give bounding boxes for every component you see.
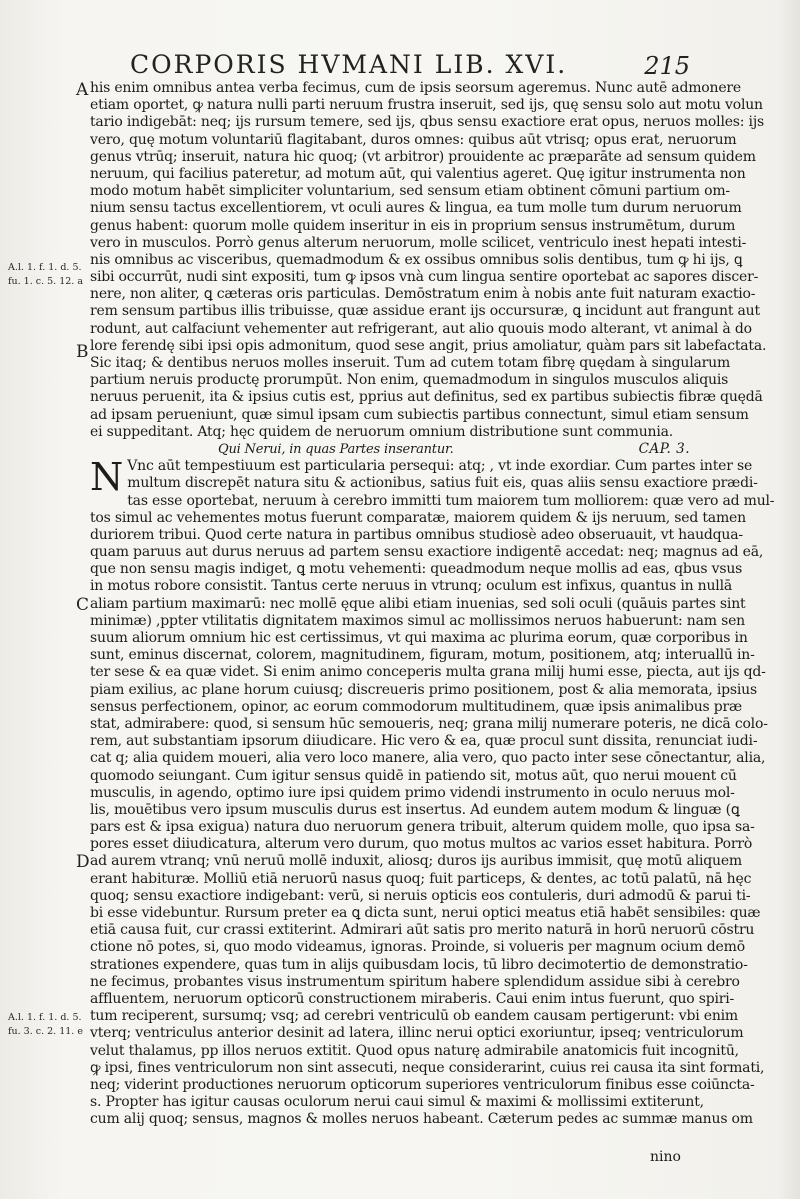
section-letter-c: C <box>76 595 90 615</box>
text-line: s. Propter has igitur causas oculorum nerui caui simul & maximi & mollissimi extiterunt, <box>90 1094 704 1111</box>
text-line: suum aliorum omnium hic est certissimus, vt qui maxima ac plurima eorum, quæ corporibus in <box>90 630 748 646</box>
text-line: rem, aut substantiam ipsorum diiudicare. Hic vero & ea, quæ procul sunt dissita, renunciat iudi- <box>90 733 758 750</box>
text-line: genus vtrūq; inseruit, natura hic quoq; (vt arbitror) prouidente ac præparāte ad sensum quidem <box>90 148 756 165</box>
section-letter-b: B <box>76 342 89 362</box>
drop-cap: N <box>90 455 124 500</box>
text-line: ei suppeditant. Atq; hęc quidem de neruorum omnium distributione sunt communia. <box>90 423 674 440</box>
page-number: 215 <box>644 52 690 80</box>
text-line: pores esset diiudicatura, alterum vero durum, quo motus multos ac varios esset habitura. Porrò <box>90 836 753 853</box>
text-line: etiā causa fuit, cur crassi extiterint. Admirari aūt satis pro merito naturā in horū neruorū cōstru <box>90 922 755 939</box>
text-line: etiam oportet, ꝙ natura nulli parti neruum frustra inseruit, sed ijs, quę sensu solo aut motu volun <box>90 97 763 114</box>
catchword: nino <box>650 1149 681 1165</box>
text-line: piam exilius, ac plane horum cuiusq; discreueris primo positionem, post & alia memorata, ipsius <box>90 681 757 698</box>
text-line: quam paruus aut durus neruus ad partem sensu exactiore indigentē accedat: neq; magnus ad eā, <box>90 544 764 561</box>
text-line: vero in musculos. Porrò genus alterum neruorum, molle scilicet, ventriculo inest hepati intesti- <box>90 234 747 251</box>
text-line: ꝙ ipsi, fines ventriculorum non sint assecuti, neque considerarint, cuius rei causa ita sint formati, <box>90 1059 765 1076</box>
text-line: stat, admirabere: quod, si sensum hūc semoueris, neq; grana milij numerare poteris, ne dicā colo- <box>90 715 768 732</box>
chapter-number: CAP. 3. <box>638 440 690 457</box>
text-line: quomodo seiungant. Cum igitur sensus quidē in patiendo sit, motus aūt, quo nerui mouent cū <box>90 767 737 784</box>
chapter-title: Qui Nerui, in quas Partes inserantur. <box>218 441 454 457</box>
text-line: sensus perfectionem, opinor, ac eorum commodorum multitudinem, quæ ipsis animalibus præ <box>90 698 743 715</box>
paragraph-chapter-3 <box>90 455 775 1128</box>
text-line: neruum, qui facilius pateretur, ad motum aūt, qui valentius ageret. Quę igitur instrumenta non <box>90 165 746 182</box>
chapter-heading <box>90 441 700 458</box>
text-line: tos simul ac vehementes motus fuerunt comparatæ, maiorem quidem & ijs neruum, sed tamen <box>90 509 746 526</box>
text-line: aliam partium maximarū: nec mollē ęque alibi etiam inuenias, sed soli oculi (quāuis partes sint <box>90 595 746 612</box>
text-line: cat q; alia quidem moueri, alia vero loco manere, alia vero, quo pacto inter sese cōnectantur, alia, <box>90 750 766 767</box>
text-line: velut thalamus, pp illos neruos extitit. Quod opus naturę admirabile anatomicis fuit incognitū, <box>90 1042 739 1059</box>
text-line: ne fecimus, probantes visus instrumentum spiritum habere splendidum assidue sibi à cerebro <box>90 973 740 990</box>
text-line: que non sensu magis indiget, ꝗ motu vehementi: queadmodum neque mollis ad eas, qbus vsus <box>90 561 743 578</box>
running-head: CORPORIS HVMANI LIB. XVI. <box>130 50 568 79</box>
text-line: affluentem, neruorum opticorū constructionem miraberis. Caui enim intus fuerunt, quo spiri- <box>90 990 735 1007</box>
text-line: nium sensu tactus excellentiorem, vt oculi aures & lingua, ea tum molle tum durum neruorum <box>90 200 742 217</box>
text-line: rodunt, aut calfaciunt vehementer aut refrigerant, aut alio quouis modo alterant, vt animal à do <box>90 320 752 337</box>
paragraph-a <box>90 80 767 441</box>
text-line: in motus robore consistit. Tantus certe neruus in vtrunq; oculum est infixus, quantus in nullā <box>90 578 732 595</box>
text-line: modo motum habēt simpliciter voluntarium, sed sensum etiam obtinent cōmuni partium om- <box>90 183 730 200</box>
text-line: vero, quę motum voluntariū flagitabant, duros omnes: quibus aūt vtrisq; opus erat, neruorum <box>90 131 737 148</box>
text-line: ctione nō potes, si, quo modo videamus, ignoras. Proinde, si volueris per magnum ocium demō <box>90 939 745 956</box>
text-line: lore ferendę sibi ipsi opis admonitum, quod sese angit, prius amoliatur, quàm pars sit labefactata. <box>90 337 767 354</box>
text-line: sibi occurrūt, nudi sint expositi, tum ꝙ ipsos vnà cum lingua sentire oportebat ac sapores discer- <box>90 269 759 286</box>
margin-note-4: fu. 3. c. 2. 11. e <box>8 1026 83 1037</box>
text-line: Sic itaq; & dentibus neruos molles inseruit. Tum ad cutem totam fibrę quędam à singularum <box>90 355 731 371</box>
text-line: pars est & ipsa exigua) natura duo neruorum genera tribuit, alterum quidem molle, quo ipsa sa- <box>90 819 755 836</box>
text-line: ad aurem vtranq; vnū neruū mollē induxit, aliosq; duros ijs auribus immisit, quę motū aliquem <box>90 853 743 870</box>
text-line: genus habent: quorum molle quidem inseritur in eis in proprium sensus instrumētum, durum <box>90 217 736 234</box>
margin-note-1: A.l. 1. f. 1. d. 5. <box>8 262 82 273</box>
margin-note-3: A.l. 1. f. 1. d. 5. <box>8 1012 82 1023</box>
text-line: vterq; ventriculus anterior desinit ad latera, illinc nerui optici exoriuntur, ipseq; ventriculorum <box>90 1025 744 1042</box>
text-line: rem sensum partibus illis tribuisse, quæ assidue erant ijs occursuræ, ꝗ incidunt aut frangunt aut <box>90 303 760 320</box>
text-line: ad ipsam perueniunt, quæ simul ipsam cum subiectis partibus connectunt, simul etiam sensum <box>90 406 749 423</box>
text-line: bi esse videbuntur. Rursum preter ea ꝗ dicta sunt, nerui optici meatus etiā habēt sensibiles: quæ <box>90 905 761 921</box>
text-line: strationes expendere, quas tum in alijs quibusdam locis, tū libro decimotertio de demonstratio- <box>90 956 748 973</box>
text-line: Vnc aūt tempestiuum est particularia persequi: atq; , vt inde exordiar. Cum partes inter se <box>127 458 753 475</box>
margin-note-2: fu. 1. c. 5. 12. a <box>8 276 83 287</box>
text-line: sunt, eminus discernat, colorem, magnitudinem, figuram, motum, positionem, atq; interuallū in- <box>90 647 755 664</box>
text-line: lis, mouētibus vero ipsum musculis durus est insertus. Ad eundem autem modum & linguæ (ꝗ <box>90 801 740 818</box>
text-line: minimæ) ,ppter vtilitatis dignitatem maximos simul ac mollissimos neruos habuerunt: nam sen <box>90 612 745 629</box>
text-line: partium neruis productę prorumpūt. Non enim, quemadmodum in singulos musculos aliquis <box>90 372 729 389</box>
text-line: tas esse oportebat, neruum à cerebro immitti tum maiorem tum molliorem: quæ vero ad mul- <box>127 492 775 509</box>
text-line: ter sese & ea quæ videt. Si enim animo conceperis multa grana milij humi esse, piecta, aut ijs qd- <box>90 664 766 681</box>
text-line: tario indigebāt: neq; ijs rursum temere, sed ijs, qbus sensu exactiore erat opus, neruos molles: ijs <box>90 114 764 131</box>
text-line: his enim omnibus antea verba fecimus, cum de ipsis seorsum ageremus. Nunc autē admonere <box>90 80 741 96</box>
main-text <box>90 80 775 1128</box>
text-line: erant habituræ. Molliū etiā neruorū nasus quoq; fuit particeps, & dentes, ac totū palatū, nā hęc <box>90 870 752 887</box>
section-letter-a: A <box>76 80 89 100</box>
text-line: neruus peruenit, ita & ipsius cutis est, pprius aut definitus, sed ex partibus subiectis fibræ quędā <box>90 389 763 406</box>
page-edge-shadow <box>778 0 800 1199</box>
text-line: cum alij quoq; sensus, magnos & molles neruos habeant. Cæterum pedes ac summæ manus om <box>90 1111 753 1128</box>
text-line: neq; viderint productiones neruorum opticorum superiores ventriculorum finibus esse coiūncta- <box>90 1076 755 1093</box>
section-letter-d: D <box>76 852 90 872</box>
text-line: nis omnibus ac visceribus, quemadmodum & ex ossibus omnibus solis dentibus, tum ꝙ hi ijs, ꝗ <box>90 251 743 268</box>
text-line: tum reciperent, sursumq; vsq; ad cerebri ventriculū ob eandem causam pertigerunt: vbi enim <box>90 1008 738 1025</box>
text-line: musculis, in agendo, optimo iure ipsi quidem primo videndi instrumento in oculo neruus mol- <box>90 784 735 801</box>
text-line: nere, non aliter, ꝗ cæteras oris particulas. Demōstratum enim à nobis ante fuit naturam exactio- <box>90 286 756 303</box>
text-line: multum discrepēt natura situ & actionibus, satius fuit eis, quas aliis sensu exactiore prædi- <box>127 475 758 492</box>
text-line: duriorem tribui. Quod certe natura in partibus omnibus studiosè adeo obseruauit, vt haudqua- <box>90 526 743 543</box>
text-line: quoq; sensu exactiore indigebant: verū, si neruis opticis eos contuleris, duri admodū & parui ti- <box>90 887 751 904</box>
